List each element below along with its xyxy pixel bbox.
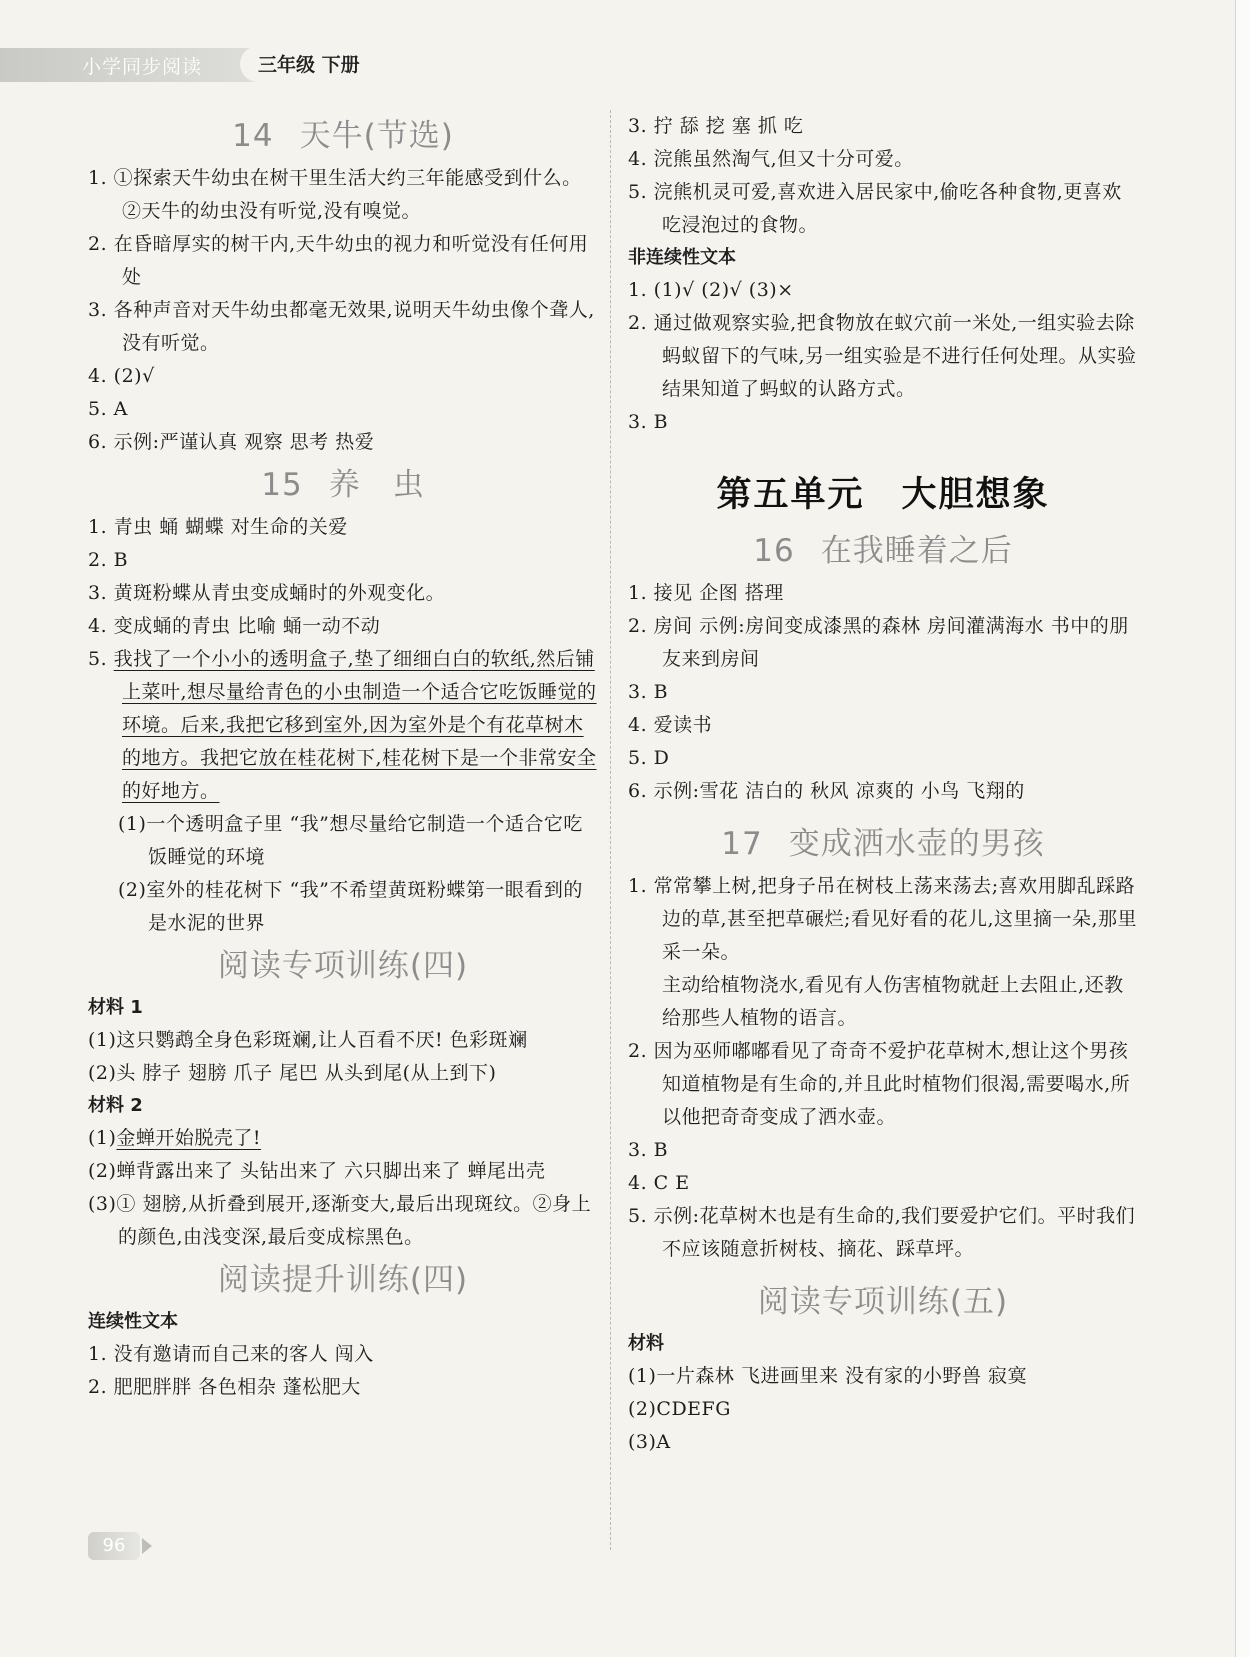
answer-item: 4. 爱读书 (628, 714, 713, 736)
material-2-label: 材料 2 (88, 1095, 143, 1116)
continuous-text-label: 连续性文本 (88, 1311, 178, 1332)
lesson-number: 17 (721, 826, 763, 862)
answer-item: 1. 接见 企图 搭理 (628, 582, 784, 604)
answer-item: 2. 通过做观察实验,把食物放在蚁穴前一米处,一组实验去除蚂蚁留下的气味,另一组实验是不进行任何处理。从实验结果知道了蚂蚁的认路方式。 (628, 312, 1137, 400)
reading-training-5-title: 阅读专项训练(五) (757, 1284, 1009, 1320)
answer-continuation: 主动给植物浇水,看见有人伤害植物就赶上去阻止,还教给那些人植物的语言。 (662, 974, 1124, 1029)
answer-item: 2. B (88, 549, 129, 571)
sub-answer: (2)室外的桂花树下 “我”不希望黄斑粉蝶第一眼看到的是水泥的世界 (118, 879, 583, 934)
reading-upgrade-4-title: 阅读提升训练(四) (217, 1262, 469, 1298)
item-number: 5. (88, 648, 114, 670)
answer-item: 4. (2)√ (88, 365, 155, 387)
lesson-14-title (88, 110, 598, 162)
answer-item: (2)蝉背露出来了 头钻出来了 六只脚出来了 蝉尾出壳 (88, 1160, 546, 1182)
answer-item-5 (88, 643, 598, 808)
answer-item: 3. 拧 舔 挖 塞 抓 吃 (628, 115, 804, 137)
sub-answer: (1)一个透明盒子里 “我”想尽量给它制造一个适合它吃饭睡觉的环境 (118, 813, 583, 868)
lesson-name: 变成洒水壶的男孩 (788, 826, 1045, 862)
page-edge (1235, 0, 1250, 1657)
left-column (88, 110, 598, 1404)
column-divider (610, 110, 611, 1550)
page-number: 96 (88, 1532, 140, 1560)
answer-item: 2. 房间 示例:房间变成漆黑的森林 房间灌满海水 书中的朋友来到房间 (628, 615, 1129, 670)
material-1-label: 材料 1 (88, 997, 143, 1018)
answer-item: 1. ①探索天牛幼虫在树干里生活大约三年能感受到什么。 ②天牛的幼虫没有听觉,没有嗅觉。 (88, 167, 582, 222)
answer-item: 1. (1)√ (2)√ (3)× (628, 279, 794, 301)
answer-item: 6. 示例:雪花 洁白的 秋风 凉爽的 小鸟 飞翔的 (628, 780, 1025, 802)
answer-item: 3. B (628, 681, 669, 703)
lesson-16-title (628, 525, 1138, 577)
answer-item: 5. 示例:花草树木也是有生命的,我们要爱护它们。平时我们不应该随意折树枝、摘花、踩草坪。 (628, 1205, 1136, 1260)
reading-training-4-title: 阅读专项训练(四) (217, 948, 469, 984)
answer-item: 6. 示例:严谨认真 观察 思考 热爱 (88, 431, 375, 453)
lesson-name: 天牛(节选) (299, 118, 454, 154)
answer-item: (3)A (628, 1431, 671, 1453)
arrow-icon (142, 1538, 152, 1554)
lesson-number: 16 (753, 533, 795, 569)
series-title: 小学同步阅读 (82, 56, 203, 78)
lesson-name: 在我睡着之后 (820, 533, 1013, 569)
unit-5-title: 第五单元 大胆想象 (716, 475, 1050, 515)
lesson-15-title (88, 459, 598, 511)
lesson-name: 养 虫 (328, 467, 425, 503)
answer-item: 2. 因为巫师嘟嘟看见了奇奇不爱护花草树木,想让这个男孩知道植物是有生命的,并且此时植物们很渴,需要喝水,所以他把奇奇变成了洒水壶。 (628, 1040, 1131, 1128)
non-continuous-text-label: 非连续性文本 (628, 247, 736, 268)
answer-item: 5. 浣熊机灵可爱,喜欢进入居民家中,偷吃各种食物,更喜欢吃浸泡过的食物。 (628, 181, 1122, 236)
answer-item (88, 1122, 598, 1155)
answer-item: (2)CDEFG (628, 1398, 731, 1420)
answer-item: 3. 黄斑粉蝶从青虫变成蛹时的外观变化。 (88, 582, 446, 604)
answer-item: 4. 浣熊虽然淘气,但又十分可爱。 (628, 148, 914, 170)
answer-item: 4. 变成蛹的青虫 比喻 蛹一动不动 (88, 615, 381, 637)
answer-item: 4. C E (628, 1172, 690, 1194)
answer-item: 5. A (88, 398, 128, 420)
answer-item: 3. 各种声音对天牛幼虫都毫无效果,说明天牛幼虫像个聋人,没有听觉。 (88, 299, 595, 354)
grade-label: 三年级 下册 (258, 54, 360, 76)
right-column (628, 110, 1138, 1459)
answer-item: (2)头 脖子 翅膀 爪子 尾巴 从头到尾(从上到下) (88, 1062, 497, 1084)
answer-item: (1)这只鹦鹉全身色彩斑斓,让人百看不厌! 色彩斑斓 (88, 1029, 528, 1051)
item-number: (1) (88, 1127, 117, 1149)
lesson-number: 14 (232, 118, 274, 154)
answer-item: (3)① 翅膀,从折叠到展开,逐渐变大,最后出现斑纹。②身上的颜色,由浅变深,最后变成棕黑色。 (88, 1193, 592, 1248)
material-label: 材料 (628, 1333, 664, 1354)
lesson-17-title (628, 818, 1138, 870)
answer-item: 1. 没有邀请而自己来的客人 闯入 (88, 1343, 374, 1365)
answer-item: (1)一片森林 飞进画里来 没有家的小野兽 寂寞 (628, 1365, 1028, 1387)
underlined-answer: 我找了一个小小的透明盒子,垫了细细白白的软纸,然后铺上菜叶,想尽量给青色的小虫制造一个适合它吃饭睡觉的环境。后来,我把它移到室外,因为室外是个有花草树木的地方。我把它放在桂花树下,桂花树下是一个非常安全的好地方。 (113, 648, 597, 802)
underlined-answer: 金蝉开始脱壳了! (116, 1127, 262, 1149)
answer-item: 1. 常常攀上树,把身子吊在树枝上荡来荡去;喜欢用脚乱踩路边的草,甚至把草碾烂;看见好看的花儿,这里摘一朵,那里采一朵。 (628, 875, 1138, 963)
answer-item: 2. 肥肥胖胖 各色相杂 蓬松肥大 (88, 1376, 361, 1398)
answer-item: 5. D (628, 747, 670, 769)
answer-item: 2. 在昏暗厚实的树干内,天牛幼虫的视力和听觉没有任何用处 (88, 233, 589, 288)
answer-item: 3. B (628, 411, 669, 433)
lesson-number: 15 (261, 467, 303, 503)
answer-item: 3. B (628, 1139, 669, 1161)
answer-item: 1. 青虫 蛹 蝴蝶 对生命的关爱 (88, 516, 348, 538)
